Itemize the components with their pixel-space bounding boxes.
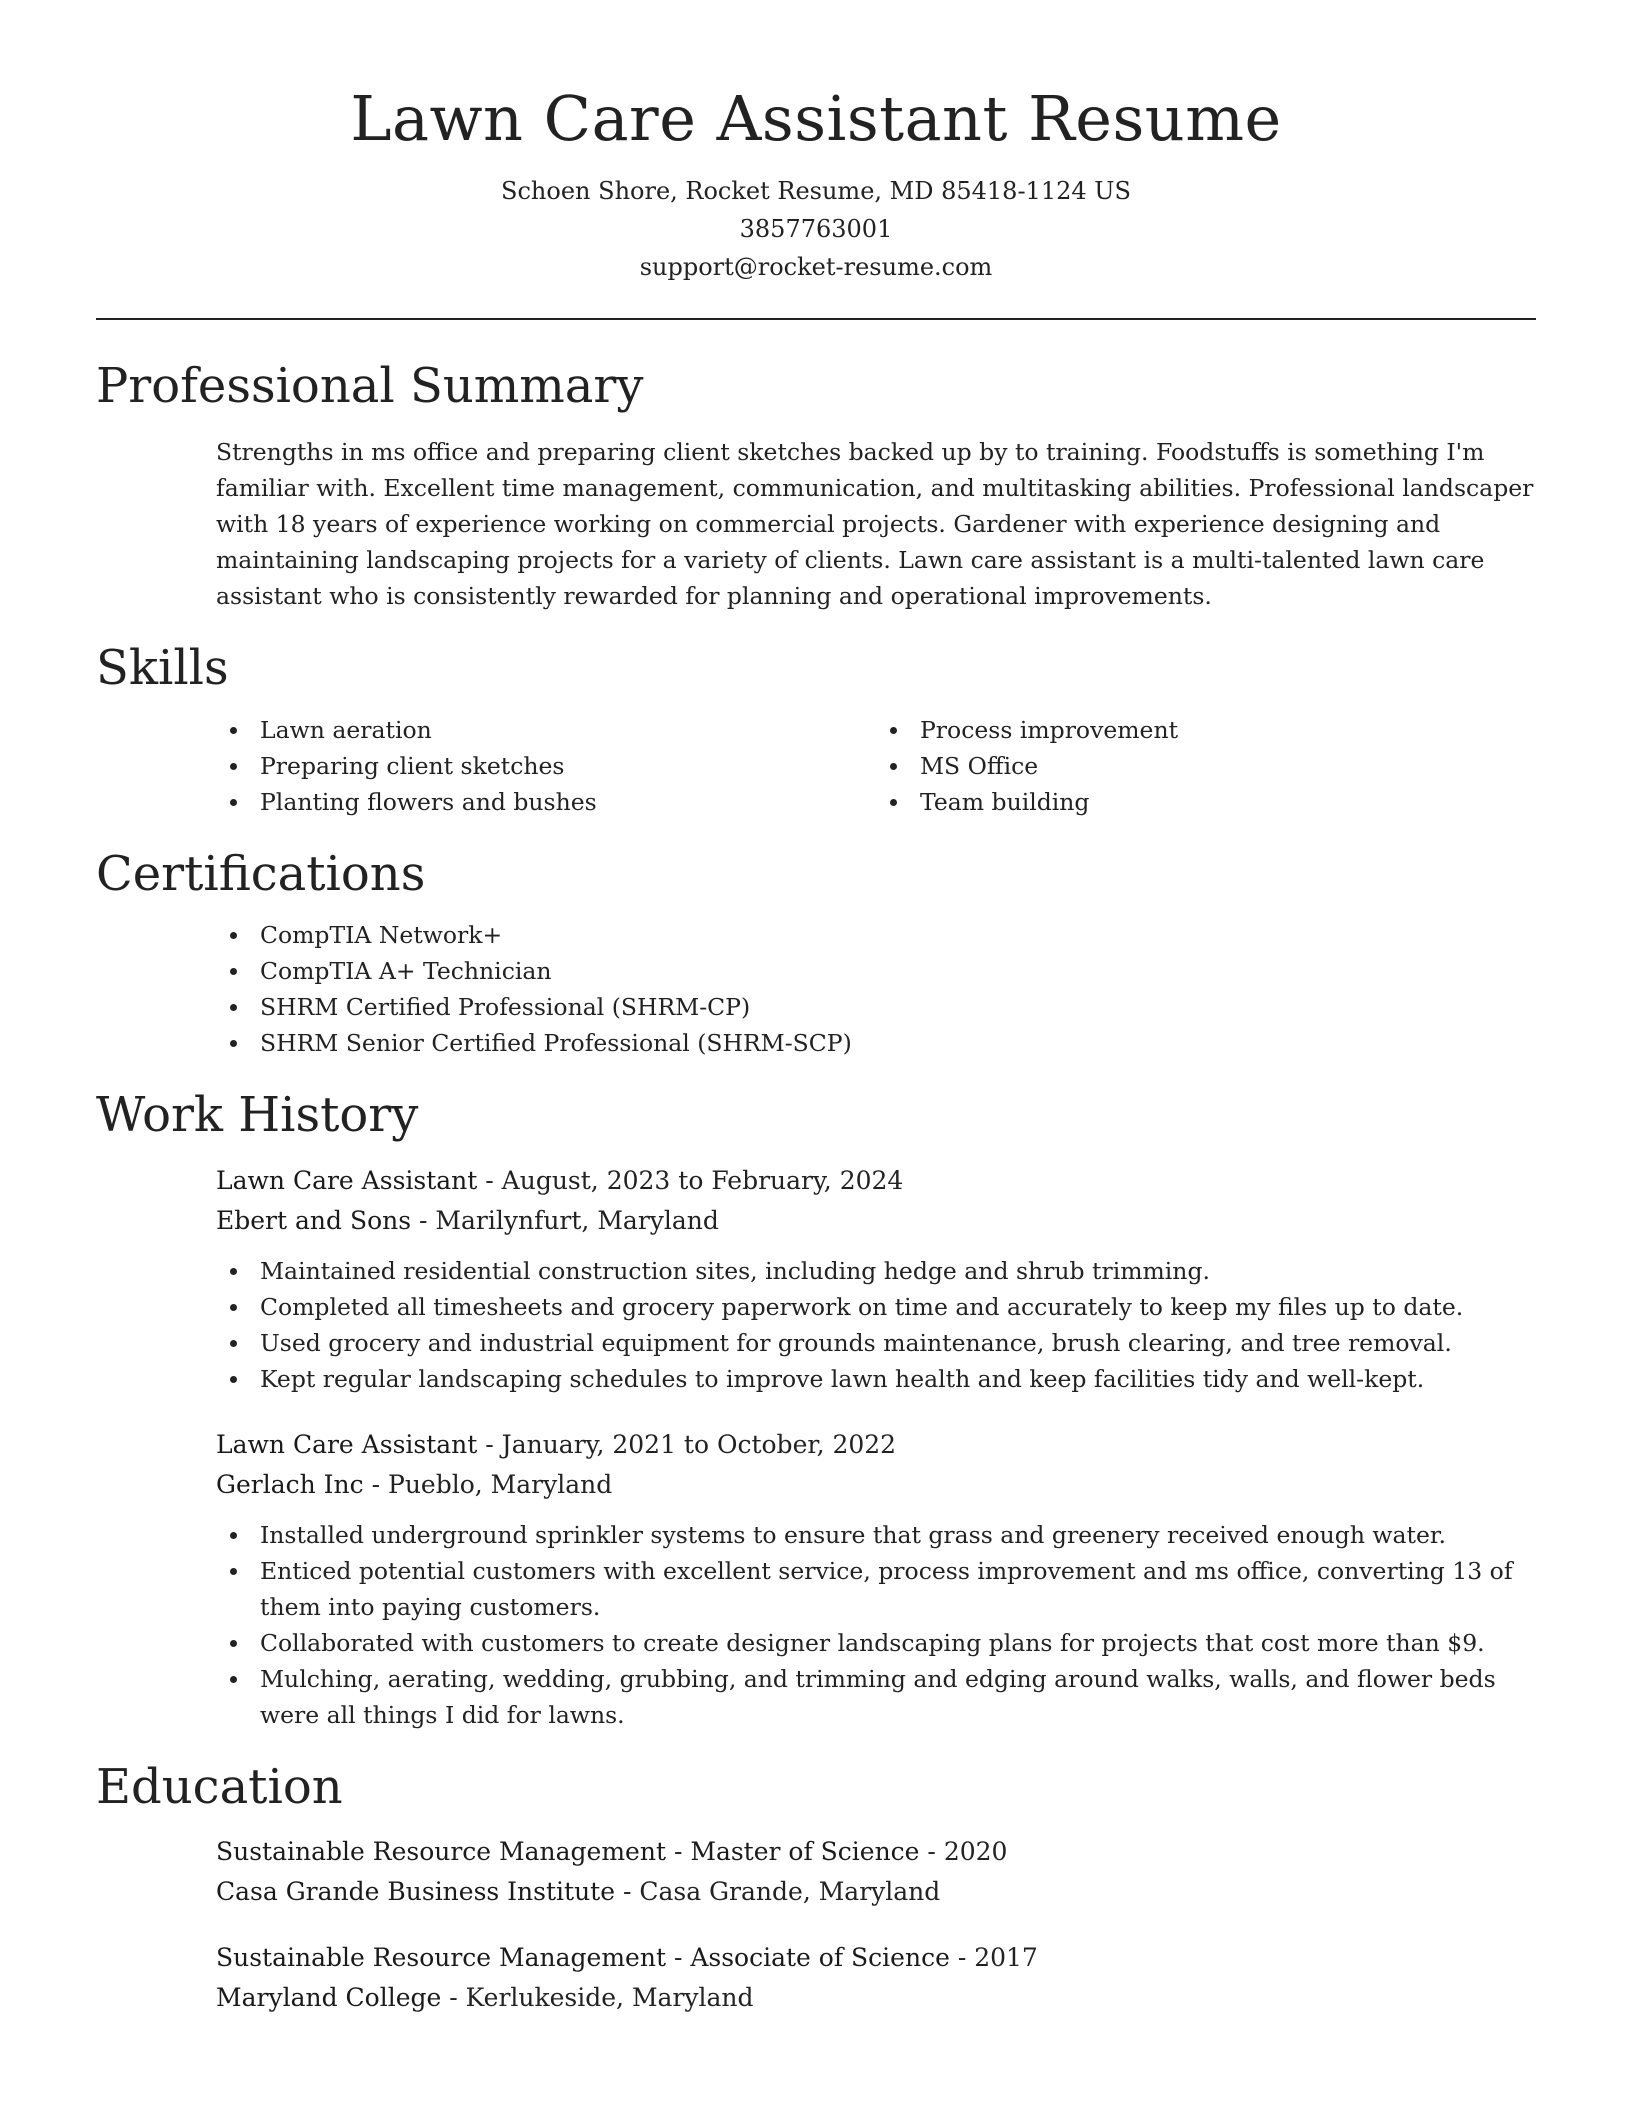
skills-heading: Skills	[96, 639, 229, 696]
skill-item: MS Office	[876, 748, 1536, 784]
education-degree: Master of Science	[690, 1837, 920, 1867]
education-degree-line: Sustainable Resource Management - Master of Science - 2020	[216, 1837, 1008, 1867]
certification-item: CompTIA A+ Technician	[216, 953, 1536, 989]
job-company-line: Ebert and Sons - Marilynfurt, Maryland	[216, 1205, 719, 1235]
education-heading: Education	[96, 1758, 343, 1815]
skill-item: Team building	[876, 784, 1536, 820]
work-history-section	[96, 1087, 1536, 1733]
contact-address: Schoen Shore, Rocket Resume, MD 85418-1124 US	[501, 177, 1131, 206]
education-section	[96, 1759, 1536, 2019]
job-company-line: Gerlach Inc - Pueblo, Maryland	[216, 1469, 613, 1499]
contact-block	[96, 172, 1536, 286]
skill-item: Lawn aeration	[216, 712, 876, 748]
job-dates: August, 2023 to February, 2024	[501, 1165, 904, 1195]
skill-item: Planting flowers and bushes	[216, 784, 876, 820]
skill-item: Process improvement	[876, 712, 1536, 748]
certifications-section	[96, 846, 1536, 1062]
education-entry	[216, 1938, 1536, 2018]
header-divider	[96, 318, 1536, 320]
job-bullet: Mulching, aerating, wedding, grubbing, and trimming and edging around walks, walls, and flower beds were all things I did for lawns.	[216, 1661, 1536, 1733]
certifications-list	[216, 917, 1536, 1061]
job-bullet: Completed all timesheets and grocery paperwork on time and accurately to keep my files up to date.	[216, 1289, 1536, 1325]
education-location: Casa Grande, Maryland	[639, 1877, 941, 1907]
resume-header	[96, 0, 1536, 320]
job-bullets	[216, 1253, 1536, 1397]
job-entry	[216, 1425, 1536, 1733]
job-company: Gerlach Inc	[216, 1469, 364, 1499]
education-location: Kerlukeside, Maryland	[465, 1983, 754, 2013]
certification-item: CompTIA Network+	[216, 917, 1536, 953]
education-school: Maryland College	[216, 1983, 442, 2013]
job-bullet: Maintained residential construction sites, including hedge and shrub trimming.	[216, 1253, 1536, 1289]
summary-heading: Professional Summary	[96, 358, 644, 415]
skills-list-right	[876, 712, 1536, 820]
education-year: 2020	[943, 1837, 1008, 1867]
job-location: Pueblo, Maryland	[388, 1469, 613, 1499]
education-school-line: Casa Grande Business Institute - Casa Grande, Maryland	[216, 1877, 941, 1907]
job-bullet: Installed underground sprinkler systems to ensure that grass and greenery received enough water.	[216, 1517, 1536, 1553]
education-degree-line: Sustainable Resource Management - Associate of Science - 2017	[216, 1943, 1038, 1973]
job-dates: January, 2021 to October, 2022	[501, 1429, 897, 1459]
job-company: Ebert and Sons	[216, 1205, 412, 1235]
contact-phone: 3857763001	[739, 215, 893, 244]
job-role: Lawn Care Assistant	[216, 1165, 478, 1195]
job-title-line: Lawn Care Assistant - January, 2021 to October, 2022	[216, 1429, 897, 1459]
summary-text: Strengths in ms office and preparing client sketches backed up by to training. Foodstuffs is something I'm familiar with. Excellent time management, communication, and multitasking abilities. Professional landscaper with 18 years of experience working on commercial projects. Gardener with experience designing and maintaining landscaping projects for a variety of clients. Lawn care assistant is a multi-talented lawn care assistant who is consistently rewarded for planning and operational improvements.	[216, 437, 1534, 610]
certifications-heading: Certifications	[96, 845, 426, 902]
job-role: Lawn Care Assistant	[216, 1429, 478, 1459]
contact-email: support@rocket-resume.com	[639, 253, 993, 282]
job-title-line: Lawn Care Assistant - August, 2023 to February, 2024	[216, 1165, 904, 1195]
skills-section	[96, 640, 1536, 820]
skills-grid	[96, 698, 1536, 820]
education-school-line: Maryland College - Kerlukeside, Maryland	[216, 1983, 754, 2013]
summary-section	[96, 358, 1536, 614]
skill-item: Preparing client sketches	[216, 748, 876, 784]
education-degree: Associate of Science	[690, 1943, 950, 1973]
skills-list-left	[216, 712, 876, 820]
job-bullet: Kept regular landscaping schedules to improve lawn health and keep facilities tidy and well-kept.	[216, 1361, 1536, 1397]
work-history-heading: Work History	[96, 1087, 419, 1144]
education-year: 2017	[974, 1943, 1038, 1973]
job-entry	[216, 1161, 1536, 1397]
education-entry	[216, 1832, 1536, 1912]
certification-item: SHRM Certified Professional (SHRM-CP)	[216, 989, 1536, 1025]
job-bullet: Used grocery and industrial equipment for grounds maintenance, brush clearing, and tree removal.	[216, 1325, 1536, 1361]
education-field: Sustainable Resource Management	[216, 1943, 666, 1973]
job-bullet: Collaborated with customers to create designer landscaping plans for projects that cost more than $9.	[216, 1625, 1536, 1661]
education-field: Sustainable Resource Management	[216, 1837, 666, 1867]
job-bullet: Enticed potential customers with excellent service, process improvement and ms office, converting 13 of them into paying customers.	[216, 1553, 1536, 1625]
resume-title: Lawn Care Assistant Resume	[350, 82, 1282, 155]
education-school: Casa Grande Business Institute	[216, 1877, 616, 1907]
certification-item: SHRM Senior Certified Professional (SHRM-SCP)	[216, 1025, 1536, 1061]
job-bullets	[216, 1517, 1536, 1733]
job-location: Marilynfurt, Maryland	[435, 1205, 719, 1235]
